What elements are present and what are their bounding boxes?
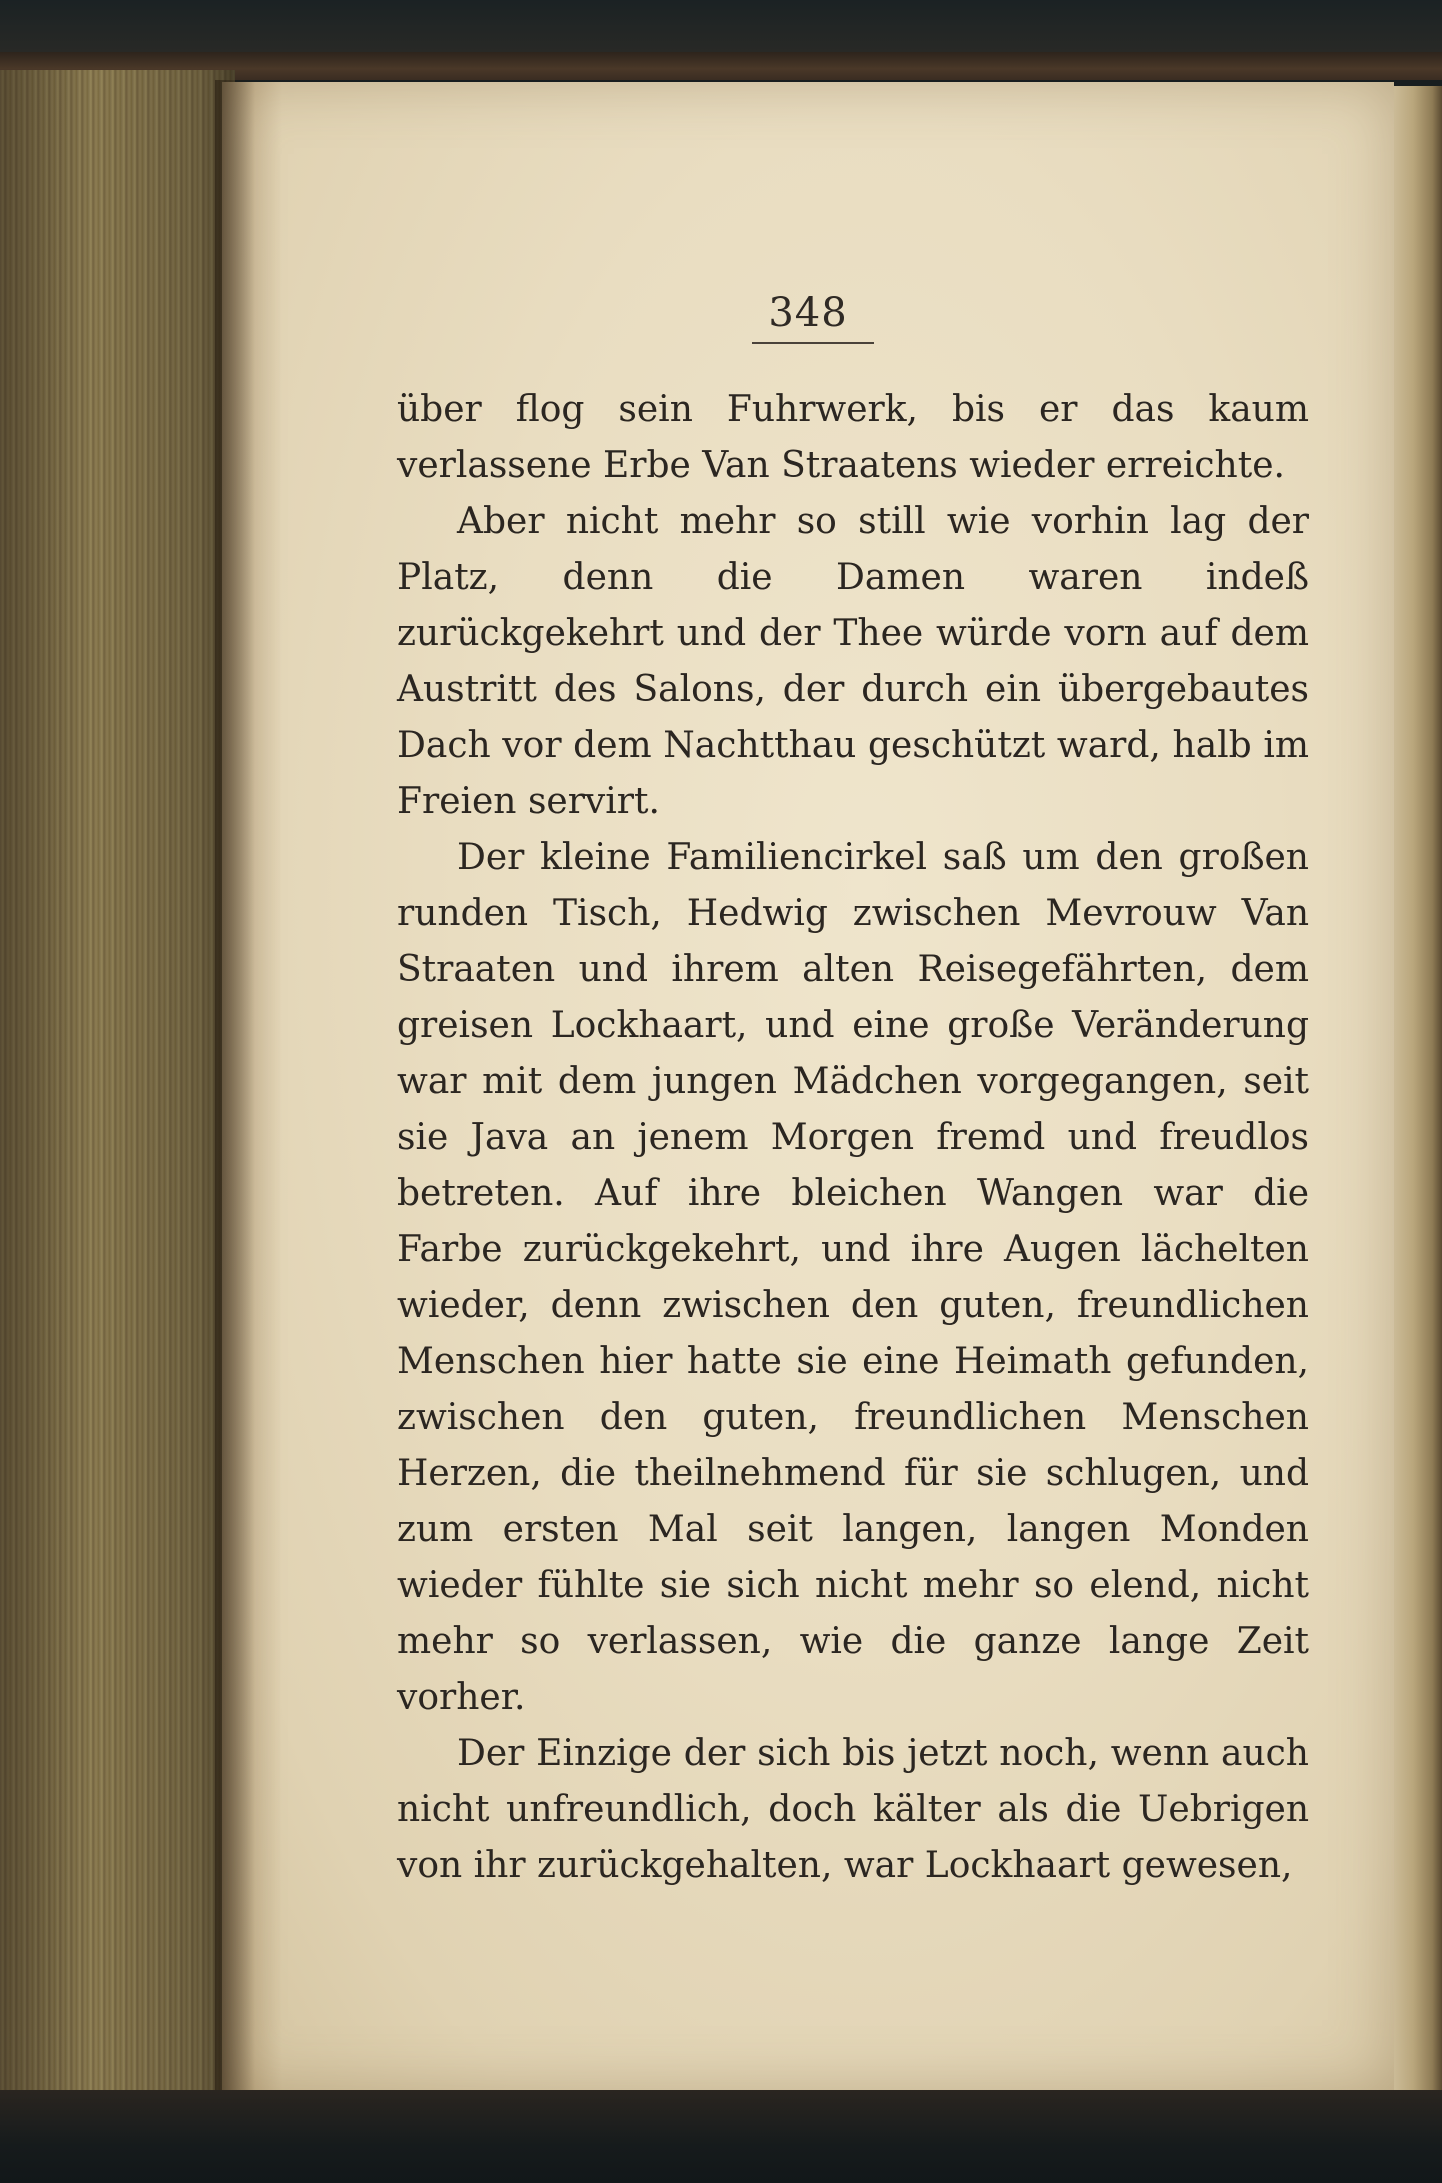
- gutter-shadow: [215, 80, 255, 2090]
- dark-background-bottom: [0, 2090, 1442, 2183]
- dark-background: [0, 0, 1442, 60]
- paragraph: Aber nicht mehr so still wie vorhin lag der Platz, denn die Damen waren indeß zurückgekehrt und der Thee würde vorn auf dem Austritt des Salons, der durch ein übergebautes Dach vor dem Nachtthau geschützt ward, halb im Freien servirt.: [397, 501, 1309, 822]
- paragraph: Der Einzige der sich bis jetzt noch, wenn auch nicht unfreundlich, doch kälter als die Uebrigen von ihr zurückgehalten, war Lockhaart gewesen,: [397, 1733, 1309, 1886]
- paragraph: über flog sein Fuhrwerk, bis er das kaum verlassene Erbe Van Straatens wieder erreichte.: [397, 389, 1309, 486]
- body-text: [397, 382, 1309, 1894]
- page-number: 348: [768, 290, 848, 336]
- page-edges-stack: [0, 70, 235, 2100]
- paragraph: Der kleine Familiencirkel saß um den großen runden Tisch, Hedwig zwischen Mevrouw Van Straaten und ihrem alten Reisegefährten, dem greisen Lockhaart, und eine große Veränderung war mit dem jungen Mädchen vorgegangen, seit sie Java an jenem Morgen fremd und freudlos betreten. Auf ihre bleichen Wangen war die Farbe zurückgekehrt, und ihre Augen lächelten wieder, denn zwischen den guten, freundlichen Menschen hier hatte sie eine Heimath gefunden, zwischen den guten, freundlichen Menschen Herzen, die theilnehmend für sie schlugen, und zum ersten Mal seit langen, langen Monden wieder fühlte sie sich nicht mehr so elend, nicht mehr so verlassen, wie die ganze lange Zeit vorher.: [397, 837, 1309, 1718]
- book-page: [222, 82, 1394, 2092]
- page-number-rule: [752, 342, 874, 344]
- facing-page-edge: [1394, 86, 1442, 2096]
